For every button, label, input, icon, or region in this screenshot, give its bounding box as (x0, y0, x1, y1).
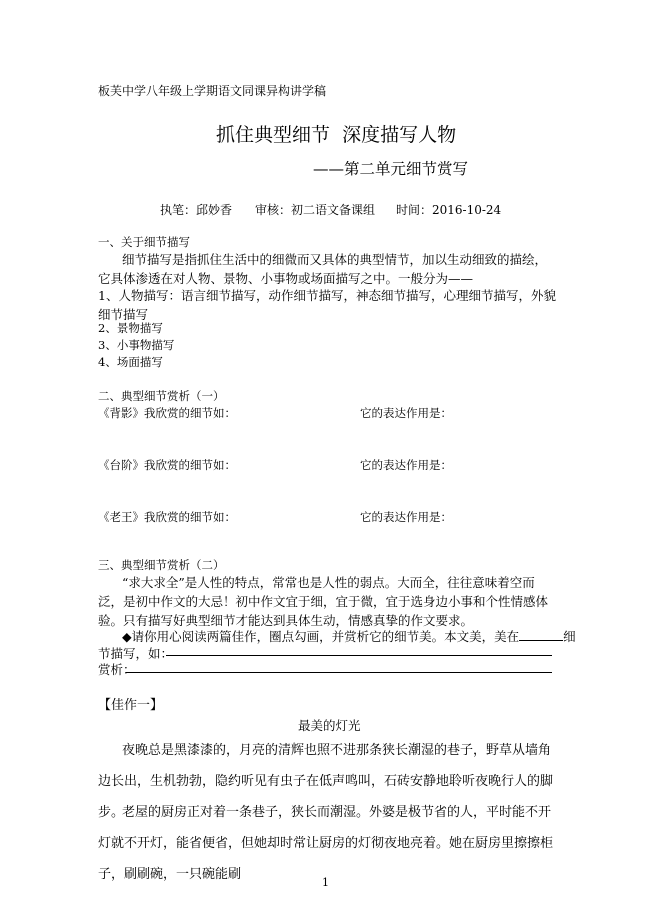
section1-item-2: 2、景物描写 (98, 321, 163, 335)
essay-label: 【佳作一】 (98, 698, 164, 713)
section3-paragraph: “求大求全”是人性的特点，常常也是人性的弱点。大而全，往往意味着空而泛，是初中作文的大忌！初中作文宜于细，宜于微，宜于选身边小事和个性情感体验。只有描写好典型细节才能达到具体生动，情感真挚的作文要求。 (98, 575, 549, 628)
section3-heading: 三、典型细节赏析（二） (98, 558, 225, 572)
section1-heading: 一、关于细节描写 (98, 235, 190, 249)
task-line-3: 赏析： (98, 662, 136, 677)
header-line: 板芙中学八年级上学期语文同课异构讲学稿 (98, 84, 327, 98)
section2-heading: 二、典型细节赏析（一） (98, 389, 225, 403)
section2-row-1-right: 它的表达作用是： (360, 406, 452, 420)
meta-time: 时间：2016-10-24 (396, 203, 502, 217)
essay-paragraph-2: 老屋的厨房正对着一条巷子，狭长而潮湿。外婆是极节省的人，平时能不开灯就不开灯，能省便省，但她却时常让厨房的灯彻夜地亮着。她在厨房里擦擦柜子，刷刷碗，一只碗能刷 (98, 805, 554, 882)
section1-item-3: 3、小事物描写 (98, 338, 175, 352)
meta-reviewer: 审核：初二语文备课组 (255, 203, 376, 217)
section2-row-1-left: 《背影》我欣赏的细节如： (98, 406, 236, 420)
section1-item-4: 4、场面描写 (98, 355, 163, 369)
section2-row-2-right: 它的表达作用是： (360, 458, 452, 472)
section2-row-2-left: 《台阶》我欣赏的细节如： (98, 458, 236, 472)
meta-author: 执笔：邱妙香 (160, 203, 233, 217)
section1-item-1: 1、人物描写：语言细节描写，动作细节描写，神态细节描写，心理细节描写，外貌细节描写 (98, 288, 556, 322)
page-title: 抓住典型细节 深度描写人物 (216, 124, 457, 146)
essay-paragraph-1: 夜晚总是黑漆漆的，月亮的清辉也照不进那条狭长潮湿的巷子，野草从墙角边长出，生机勃勃，隐约听见有虫子在低声鸣叫，石砖安静地聆听夜晚行人的脚步。 (98, 743, 554, 820)
section2-row-3-left: 《老王》我欣赏的细节如： (98, 510, 236, 524)
task-line (122, 627, 576, 645)
answer-line-2[interactable] (126, 672, 552, 673)
answer-blank-short[interactable] (519, 628, 563, 641)
page-subtitle: ——第二单元细节赏写 (313, 160, 469, 178)
section1-paragraph: 细节描写是指抓住生活中的细微而又具体的典型情节，加以生动细致的描绘，它具体渗透在对人物、景物、小事物或场面描写之中。一般分为—— (98, 252, 548, 286)
section2-row-3-right: 它的表达作用是： (360, 510, 452, 524)
task-prompt: ◆请你用心阅读两篇佳作，圈点勾画，并赏析它的细节美。本文美，美在 (122, 629, 520, 644)
essay-title: 最美的灯光 (298, 718, 361, 733)
page-number: 1 (322, 876, 329, 889)
task-suffix: 细 (563, 629, 576, 644)
task-line-2: 节描写，如： (98, 646, 174, 661)
answer-line-1[interactable] (166, 655, 552, 656)
